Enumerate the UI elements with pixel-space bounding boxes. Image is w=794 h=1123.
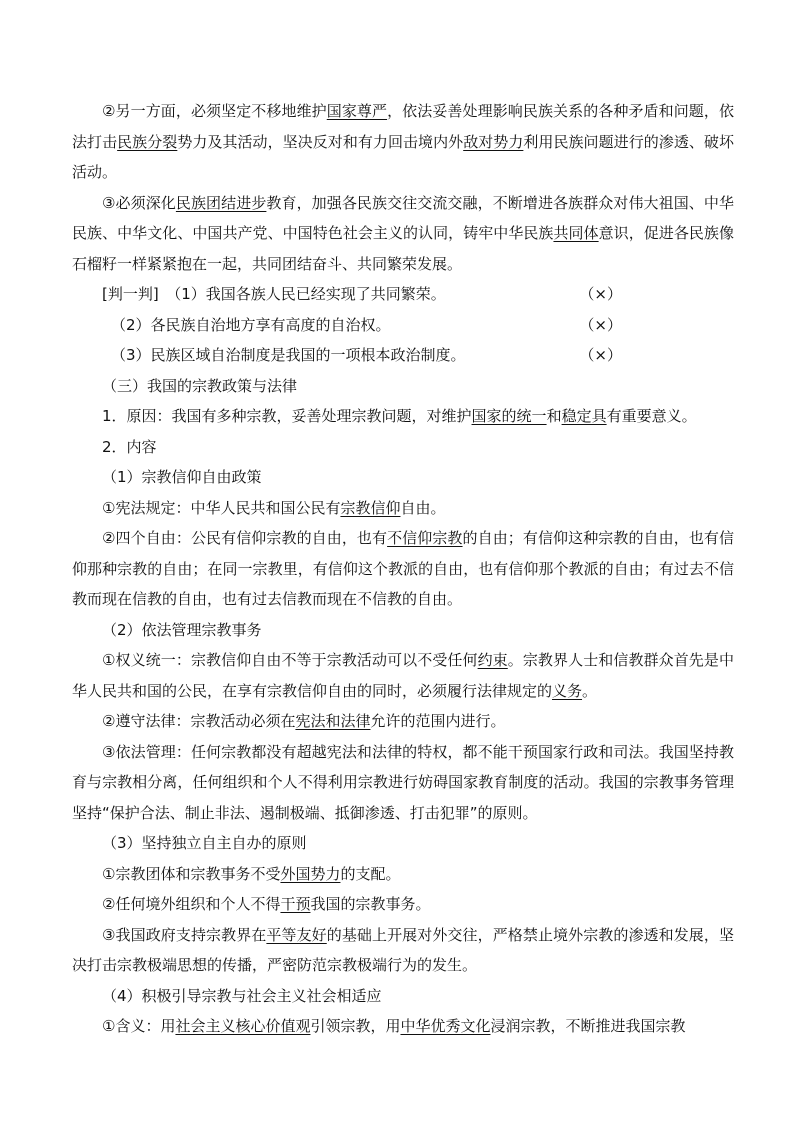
paragraph-four-freedoms: [72, 523, 734, 615]
text: ②四个自由：公民有信仰宗教的自由，也有: [102, 529, 388, 547]
judge-item-1: [72, 279, 734, 310]
text: 我国的宗教事务。: [310, 895, 431, 913]
paragraph-rights-duties: [72, 645, 734, 706]
text: ，依法妥善处理影响民族关系的各种矛盾和问题，依法打击: [72, 102, 734, 151]
reason-paragraph: [72, 401, 734, 432]
judge-answer: （×）: [579, 285, 622, 303]
blank-answer: 义务: [552, 681, 583, 700]
text: 引领宗教，用: [310, 1017, 401, 1035]
text: ③必须深化: [102, 193, 176, 212]
text: 和: [546, 407, 562, 425]
judge-statement: （3）民族区域自治制度是我国的一项根本政治制度。: [111, 346, 466, 364]
text: 1．原因：我国有多种宗教，妥善处理宗教问题，对维护: [102, 407, 472, 425]
blank-answer: 国家的统一: [471, 407, 547, 425]
text: 自由。: [400, 498, 446, 517]
judge-statement: （2）各民族自治地方享有高度的自治权。: [111, 315, 391, 334]
text: ①含义：用: [102, 1017, 176, 1035]
judge-answer: （×）: [579, 346, 622, 364]
text: ②另一方面，必须坚定不移地维护: [102, 102, 327, 120]
section-heading: （三）我国的宗教政策与法律: [102, 376, 298, 395]
paragraph-obey-law: [72, 706, 734, 737]
text: ②遵守法律：宗教活动必须在: [102, 712, 296, 730]
text: 浸润宗教，不断推进我国宗教: [490, 1017, 686, 1035]
blank-answer: 敌对势力: [463, 132, 524, 151]
text: ①权义统一：宗教信仰自由不等于宗教活动可以不受任何: [102, 651, 478, 669]
text: ①宪法规定：中华人民共和国公民有: [102, 498, 341, 517]
text: 有重要意义。: [606, 407, 697, 425]
content-heading: 2．内容: [102, 437, 157, 456]
blank-answer: 宪法和法律: [295, 712, 371, 730]
subheading-manage-affairs: （2）依法管理宗教事务: [102, 620, 262, 639]
text: 的自由；有信仰这种宗教的自由，也有信仰那种宗教的自由；在同一宗教里，有信仰这个教派的自由，也有信仰那个教派的自由；有过去不信教而现在信教的自由，也有过去信教而现在不信教的自由。: [72, 529, 734, 608]
blank-answer: 民族分裂: [117, 132, 178, 151]
paragraph-foreign-forces: [72, 859, 734, 890]
paragraph-foreign-exchange: [72, 920, 734, 981]
blank-answer: 平等友好: [266, 925, 327, 944]
text: 教育，加强各民族交往交流交融，不断增进各族群众对伟大祖国、中华民族、中华文化、中国共产党、中国特色社会主义的认同，铸牢中华民族: [72, 193, 734, 242]
blank-answer: 共同体: [553, 224, 599, 242]
subheading-independence: （3）坚持独立自主自办的原则: [102, 834, 307, 852]
text: 意识，促进各民族像石榴籽一样紧紧抱在一起，共同团结奋斗、共同繁荣发展。: [72, 224, 734, 273]
blank-answer: 社会主义核心价值观: [175, 1017, 311, 1035]
text: ③我国政府支持宗教界在: [102, 925, 267, 944]
blank-answer: 民族团结进步: [175, 193, 267, 212]
paragraph-meaning: [72, 1011, 734, 1042]
blank-answer: 约束: [477, 651, 508, 669]
paragraph-national-dignity: [72, 96, 734, 188]
text: 的支配。: [340, 864, 401, 883]
blank-answer: 外国势力: [280, 864, 341, 883]
text: 势力及其活动，坚决反对和有力回击境内外: [177, 132, 464, 151]
blank-answer: 宗教信仰: [340, 498, 401, 517]
blank-answer: 不信仰宗教: [387, 529, 463, 547]
blank-answer: 稳定具: [561, 407, 607, 425]
paragraph-constitution: [72, 493, 734, 524]
text: 允许的范围内进行。: [370, 712, 506, 730]
document-page: [72, 96, 734, 1042]
judge-answer: （×）: [579, 315, 622, 334]
text: ②任何境外组织和个人不得: [102, 895, 281, 913]
text: 。: [582, 681, 598, 700]
blank-answer: 国家尊严: [326, 102, 388, 120]
text: 。宗教界人士和信教群众首先是中华人民共和国的公民，在享有宗教信仰自由的同时，必须履行法律规定的: [72, 651, 734, 700]
judge-statement: [判一判] （1）我国各族人民已经实现了共同繁荣。: [102, 285, 446, 303]
blank-answer: 中华优秀文化: [400, 1017, 491, 1035]
text: ①宗教团体和宗教事务不受: [102, 864, 281, 883]
subheading-adaptation: （4）积极引导宗教与社会主义社会相适应: [102, 986, 382, 1005]
text: 利用民族问题进行的渗透、破坏活动。: [72, 132, 734, 181]
paragraph-ethnic-unity: [72, 188, 734, 280]
paragraph-lawful-management: ③依法管理：任何宗教都没有超越宪法和法律的特权，都不能干预国家行政和司法。我国坚持教育与宗教相分离，任何组织和个人不得利用宗教进行妨碍国家教育制度的活动。我国的宗教事务管理坚持“保护合法、制止非法、遏制极端、抵御渗透、打击犯罪”的原则。: [72, 742, 734, 822]
subheading-religious-freedom: （1）宗教信仰自由政策: [102, 468, 262, 486]
judge-item-3: [72, 340, 734, 371]
judge-item-2: [72, 310, 734, 341]
paragraph-no-interference: [72, 889, 734, 920]
text: 的基础上开展对外交往，严格禁止境外宗教的渗透和发展，坚决打击宗教极端思想的传播，严密防范宗教极端行为的发生。: [72, 925, 734, 974]
blank-answer: 干预: [280, 895, 311, 913]
